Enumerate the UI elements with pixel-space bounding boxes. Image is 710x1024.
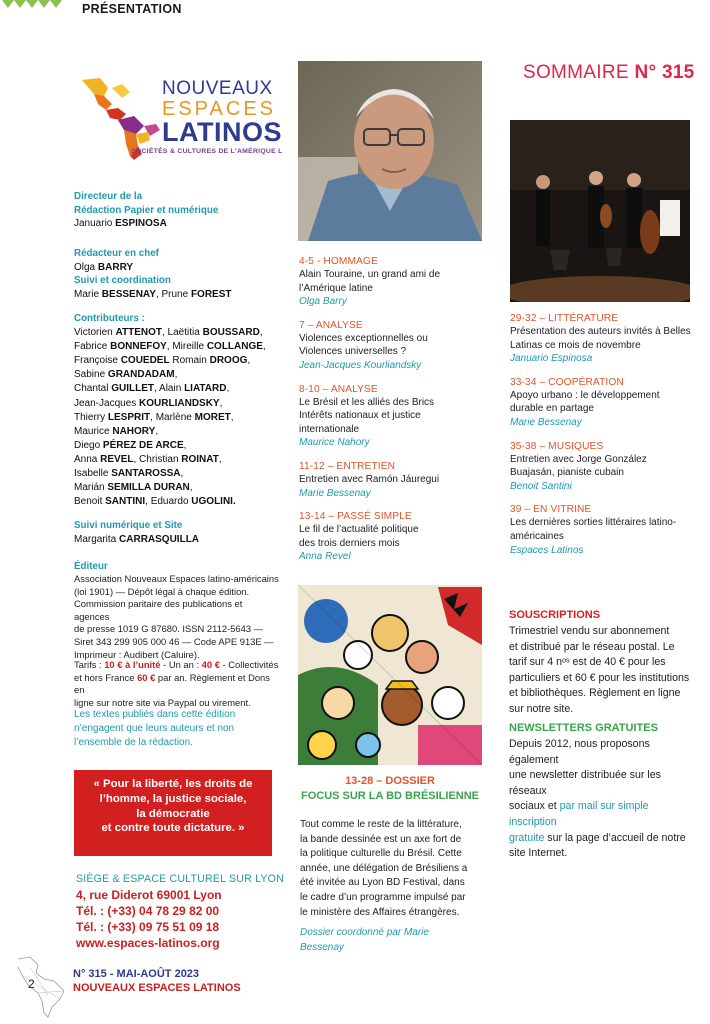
newsletters-line: une newsletter distribuée sur les réseaux — [509, 769, 661, 797]
contributor-text: , — [226, 383, 230, 395]
staff-role-label: Rédaction Papier et numérique — [74, 204, 219, 216]
toc-entry[interactable] — [299, 461, 481, 500]
contributor-text: , — [262, 341, 266, 353]
souscriptions-line: sur notre site. — [509, 702, 574, 715]
toc-entry-description: internationale — [299, 423, 360, 435]
contributor-last-name: SEMILLA DURAN — [107, 482, 190, 494]
toc-entry-title: 7 – ANALYSE — [299, 319, 363, 331]
contributor-line — [74, 368, 266, 382]
contributor-line — [74, 382, 266, 396]
toc-entry-author: Espaces Latinos — [510, 544, 584, 556]
toc-entry-description: Intérêts nationaux et justice — [299, 410, 421, 422]
contributor-text: Victorien — [74, 327, 116, 339]
contributor-last-name: GUILLET — [111, 383, 155, 395]
contributor-text: Maurice — [74, 425, 113, 437]
staff-role-label: Éditeur — [74, 561, 108, 572]
contributor-text: Diego — [74, 439, 103, 451]
newsletter-signup-link[interactable]: gratuite — [509, 831, 545, 844]
souscriptions-text — [509, 624, 691, 718]
first-name: Olga — [74, 261, 96, 273]
toc-entry-description: Latinas ce mois de novembre — [510, 339, 641, 351]
contributor-last-name: LIATARD — [184, 383, 227, 395]
dossier-author — [300, 926, 480, 955]
contributor-last-name: KOURLIANDSKY — [139, 397, 220, 409]
toc-entry-description: Violences exceptionnelles ou — [299, 332, 428, 344]
comic-collage-image — [298, 585, 482, 765]
contributor-line — [74, 411, 266, 425]
toc-entry[interactable] — [299, 320, 481, 373]
toc-entry[interactable] — [510, 313, 692, 366]
contributor-text: , — [219, 397, 223, 409]
decor-triangle — [26, 0, 38, 8]
souscriptions-line: tarif sur 4 nᵒˢ est de 40 € pour les — [509, 656, 666, 669]
contributor-text: Marián — [74, 482, 108, 494]
dossier-text — [300, 818, 480, 920]
siege-phone-2[interactable]: Tél. : (+33) 09 75 51 09 18 — [76, 920, 220, 934]
staff-name — [74, 533, 199, 547]
contributor-last-name: PÉREZ DE ARCE — [102, 439, 184, 451]
toc-entry-title: 33-34 – COOPÉRATION — [510, 376, 624, 388]
contributor-last-name: DROOG — [209, 355, 248, 367]
note-line: Les textes publiés dans cette édition — [74, 709, 236, 720]
tarifs-text: par an. Règlement et Dons en — [74, 671, 270, 696]
toc-entry-description: américaines — [510, 530, 564, 542]
dossier-line: le cadre d’un programme impulsé par — [300, 891, 466, 903]
editeur-line: Imprimeur : Audibert (Caluire). — [74, 648, 200, 660]
decor-triangle — [14, 0, 26, 8]
contributor-text: , Marlène — [150, 411, 195, 423]
toc-entry[interactable] — [299, 384, 481, 450]
contributor-text: , — [174, 369, 178, 381]
tarifs-line — [74, 659, 279, 672]
dossier-line: année, une délégation de Brésiliens a — [300, 862, 468, 874]
staff-role-label: Directeur de la — [74, 191, 143, 202]
contributor-last-name: BOUSSARD — [202, 327, 260, 339]
toc-entry-description: Entretien avec Ramón Jáuregui — [299, 473, 440, 485]
contributor-text: , Laëtitia — [162, 327, 203, 339]
contributor-last-name: LESPRIT — [107, 411, 151, 423]
contributor-line — [74, 467, 266, 481]
contributor-line — [74, 326, 266, 340]
editeur-line: (loi 1901) — Dépôt légal à chaque édition. — [74, 585, 250, 597]
price-unit: 10 € à l’unité — [104, 659, 161, 670]
logo-line-3: LATINOS — [162, 117, 282, 147]
contributor-text: , — [155, 425, 159, 437]
footer-map-outline-icon — [14, 955, 72, 1021]
last-name: CARRASQUILLA — [119, 533, 200, 545]
first-name: Margarita — [74, 533, 117, 545]
contributor-text: , — [259, 327, 263, 339]
last-name: BARRY — [97, 261, 134, 273]
contributor-line — [74, 425, 266, 439]
first-name: Januario — [74, 218, 113, 229]
souscriptions-line: et distribué par le réseau postal. Le — [509, 640, 675, 653]
contributor-text: Françoise — [74, 355, 121, 367]
toc-entry-author: Maurice Nahory — [299, 437, 370, 449]
toc-entry-description: durable en partage — [510, 403, 594, 415]
siege-website-link[interactable]: www.espaces-latinos.org — [76, 936, 220, 950]
decor-triangle — [38, 0, 50, 8]
contributor-text: , — [189, 482, 193, 494]
contributor-line — [74, 481, 266, 495]
logo-line-1: NOUVEAUX — [162, 78, 273, 99]
staff-name — [74, 261, 232, 275]
dossier-author-line: Bessenay — [300, 941, 344, 953]
newsletters-line — [509, 831, 691, 847]
issue-info: N° 315 - MAI-AOÛT 2023 — [73, 968, 200, 980]
toc-entry[interactable] — [510, 377, 692, 430]
toc-entry[interactable] — [299, 511, 481, 564]
toc-entry-title: 29-32 – LITTÉRATURE — [510, 313, 619, 324]
sommaire-label: SOMMAIRE — [523, 62, 629, 83]
contributor-last-name: BONNEFOY — [110, 341, 167, 353]
toc-entry[interactable] — [510, 504, 692, 557]
tarifs-text: - Un an : — [160, 659, 202, 670]
contributor-last-name: ATTENOT — [115, 327, 162, 339]
staff-name — [74, 217, 218, 231]
tarifs-text: - Collectivités — [219, 659, 279, 670]
siege-address: 4, rue Diderot 69001 Lyon — [76, 888, 222, 902]
contributor-line — [74, 453, 266, 467]
contributor-last-name: ROINAT — [181, 453, 219, 465]
toc-entry-description: l’Amérique latine — [299, 282, 373, 294]
staff-contributeurs — [74, 312, 266, 509]
decor-triangle — [2, 0, 14, 8]
contributor-last-name: UGOLINI. — [191, 496, 236, 508]
tarifs-line — [74, 672, 279, 697]
toc-entry-description: Le fil de l’actualité politique — [299, 524, 419, 536]
newsletters-line — [509, 799, 691, 830]
staff-role-label: Suivi numérique et Site — [74, 520, 183, 531]
editeur-line: Siret 343 299 905 000 46 — Code APE 913E — — [74, 635, 274, 647]
dossier-author-line: Dossier coordonné par Marie — [300, 927, 429, 938]
tarifs-line: ligne sur notre site via Paypal ou virement. — [74, 696, 251, 708]
toc-entry[interactable] — [510, 441, 692, 494]
contributor-last-name: COLLANGE — [206, 341, 263, 353]
contributor-text: , — [218, 453, 222, 465]
toc-entry[interactable] — [299, 256, 481, 309]
toc-entry-description: des trois derniers mois — [299, 537, 400, 549]
contributor-last-name: GRANDADAM — [107, 369, 175, 381]
toc-entry-title: 13-14 – PASSÉ SIMPLE — [299, 511, 412, 523]
concert-photo — [510, 120, 690, 302]
contributor-last-name: REVEL — [100, 453, 134, 465]
editeur-line: de presse 1019 G 87680. ISSN 2112-5643 — — [74, 623, 264, 635]
contributor-text: , Mireille — [166, 341, 207, 353]
souscriptions-title: SOUSCRIPTIONS — [509, 609, 601, 621]
note-line: l’ensemble de la rédaction. — [74, 737, 193, 748]
contributor-text: Thierry — [74, 411, 108, 423]
contributor-line — [74, 439, 266, 453]
last-name: FOREST — [190, 288, 232, 300]
toc-entry-description: Entretien avec Jorge González — [510, 453, 647, 465]
dossier-line: la politique culturelle du Brésil. Cette — [300, 848, 462, 860]
dossier-title: 13-28 – DOSSIER — [345, 775, 435, 787]
quote-line: la démocratie — [136, 807, 210, 820]
toc-entry-author: Benoit Santini — [510, 480, 572, 492]
toc-entry-author: Jean-Jacques Kourliandsky — [299, 359, 422, 371]
editeur-line: Association Nouveaux Espaces latino-américains — [74, 573, 279, 584]
toc-entry-author: Olga Barry — [299, 296, 347, 308]
separator: , — [155, 288, 159, 300]
toc-entry-description: Présentation des auteurs invités à Belles — [510, 326, 691, 337]
contributor-last-name: MORET — [194, 411, 231, 423]
contributor-text: Fabrice — [74, 341, 111, 353]
quote-line: « Pour la liberté, les droits de — [93, 778, 253, 790]
price-year: 40 € — [201, 659, 220, 670]
toc-entry-author: Anna Revel — [299, 551, 351, 563]
contributors-list — [74, 326, 266, 509]
contributor-text: Sabine — [74, 369, 108, 381]
first-name: Prune — [161, 288, 189, 300]
toc-entry-description: Le Brésil et les alliés des Brics — [299, 396, 435, 408]
toc-entry-title: 11-12 – ENTRETIEN — [299, 460, 396, 472]
contributor-text: Anna — [74, 453, 101, 465]
motto-quote-box — [74, 770, 272, 856]
first-name: Marie — [74, 288, 100, 300]
last-name: BESSENAY — [101, 288, 156, 300]
last-name: ESPINOSA — [115, 218, 167, 229]
staff-redacteur — [74, 247, 232, 301]
toc-entry-description: Violences universelles ? — [299, 346, 407, 358]
siege-title: SIÈGE & ESPACE CULTUREL SUR LYON — [76, 873, 284, 885]
logo-tagline: SOCIÉTÉS & CULTURES DE L’AMÉRIQUE L — [131, 148, 283, 155]
quote-line: l’homme, la justice sociale, — [99, 792, 247, 805]
tarifs-text: Tarifs : — [74, 659, 105, 670]
souscriptions-line: particuliers et 60 € pour les institutions — [509, 671, 690, 684]
contributor-line — [74, 397, 266, 411]
tarifs-text: et hors France — [74, 671, 138, 683]
toc-entry-description: Les dernières sorties littéraires latino- — [510, 517, 677, 529]
editeur-line: Commission paritaire des publications et agences — [74, 598, 243, 622]
dossier-subtitle: FOCUS SUR LA BD BRÉSILIENNE — [300, 790, 480, 802]
newsletters-title: NEWSLETTERS GRATUITES — [509, 722, 658, 734]
contributor-line — [74, 354, 266, 368]
dossier-line: la bande dessinée est un axe fort de — [300, 833, 462, 845]
dossier-line: le ministère des Affaires étrangères. — [300, 906, 460, 918]
issue-number: N° 315 — [634, 62, 695, 83]
newsletters-text-part: sur la page d’accueil de notre — [544, 831, 686, 844]
header-band — [0, 0, 710, 22]
contributor-line — [74, 340, 266, 354]
quote-line: et contre toute dictature. » — [101, 822, 245, 835]
staff-role-label: Rédacteur en chef — [74, 248, 159, 259]
staff-role-label: Contributeurs : — [74, 313, 145, 324]
dossier-line: été invitée au Lyon BD Festival, dans — [300, 877, 465, 889]
souscriptions-line: Trimestriel vendu sur abonnement — [509, 625, 670, 637]
section-label: PRÉSENTATION — [82, 2, 182, 16]
contributor-text: , — [180, 468, 184, 480]
staff-role-label: Suivi et coordination — [74, 275, 171, 286]
contributor-text: Jean-Jacques — [74, 397, 140, 409]
toc-entry-title: 4-5 - HOMMAGE — [299, 256, 378, 267]
newsletters-line: Depuis 2012, nous proposons également — [509, 738, 650, 766]
magazine-name: NOUVEAUX ESPACES LATINOS — [73, 982, 241, 994]
newsletter-signup-link[interactable]: par mail sur simple inscription — [509, 800, 649, 828]
tarifs-block — [74, 659, 279, 709]
staff-name — [74, 288, 232, 302]
contributor-text: Benoit — [74, 496, 106, 508]
contributor-line — [74, 495, 266, 509]
magazine-logo — [78, 74, 288, 160]
note-line: n’engagent que leurs auteurs et non — [74, 723, 235, 734]
disclaimer-note — [74, 708, 274, 750]
contributor-text: , — [247, 355, 251, 367]
contributor-text: , Christian — [133, 453, 182, 465]
staff-numerique — [74, 519, 199, 546]
contributor-text: , — [183, 439, 187, 451]
toc-entry-description: Apoyo urbano : le développement — [510, 389, 660, 401]
decor-triangle — [50, 0, 62, 8]
price-abroad: 60 € — [137, 671, 156, 683]
toc-entry-title: 39 – EN VITRINE — [510, 504, 592, 516]
page-number: 2 — [28, 977, 35, 991]
toc-right — [510, 313, 692, 568]
newsletters-line: site Internet. — [509, 847, 568, 860]
toc-entry-author: Marie Bessenay — [299, 487, 371, 499]
sommaire-heading — [523, 62, 695, 84]
toc-entry-title: 35-38 – MUSIQUES — [510, 440, 604, 452]
toc-middle — [299, 256, 481, 575]
souscriptions-line: et bibliothèques. Règlement en ligne — [509, 687, 681, 700]
siege-phone-1[interactable]: Tél. : (+33) 04 78 29 82 00 — [76, 904, 220, 918]
contributor-text: , — [230, 411, 234, 423]
toc-entry-author: Marie Bessenay — [510, 416, 582, 428]
contributor-last-name: COUEDEL — [120, 355, 170, 367]
newsletters-text — [509, 737, 691, 862]
logo-line-2: ESPACES — [162, 98, 276, 120]
contributor-text: Isabelle — [74, 468, 112, 480]
dossier-line: Tout comme le reste de la littérature, — [300, 819, 462, 830]
editeur-block — [74, 560, 279, 661]
contributor-last-name: SANTINI — [105, 496, 146, 508]
contributor-text: , Eduardo — [145, 496, 192, 508]
staff-directeur — [74, 190, 218, 231]
newsletters-text-part: sociaux et — [509, 800, 560, 813]
portrait-photo — [298, 61, 482, 241]
contributor-last-name: NAHORY — [112, 425, 156, 437]
contributor-last-name: SANTAROSSA — [111, 468, 181, 480]
toc-entry-title: 8-10 – ANALYSE — [299, 383, 378, 395]
toc-entry-author: Januario Espinosa — [510, 353, 593, 365]
toc-entry-description: Alain Touraine, un grand ami de — [299, 269, 441, 280]
contributor-text: Romain — [169, 355, 210, 367]
contributor-text: , Alain — [154, 383, 185, 395]
toc-entry-description: Buajasán, pianiste cubain — [510, 467, 624, 479]
contributor-text: Chantal — [74, 383, 112, 395]
